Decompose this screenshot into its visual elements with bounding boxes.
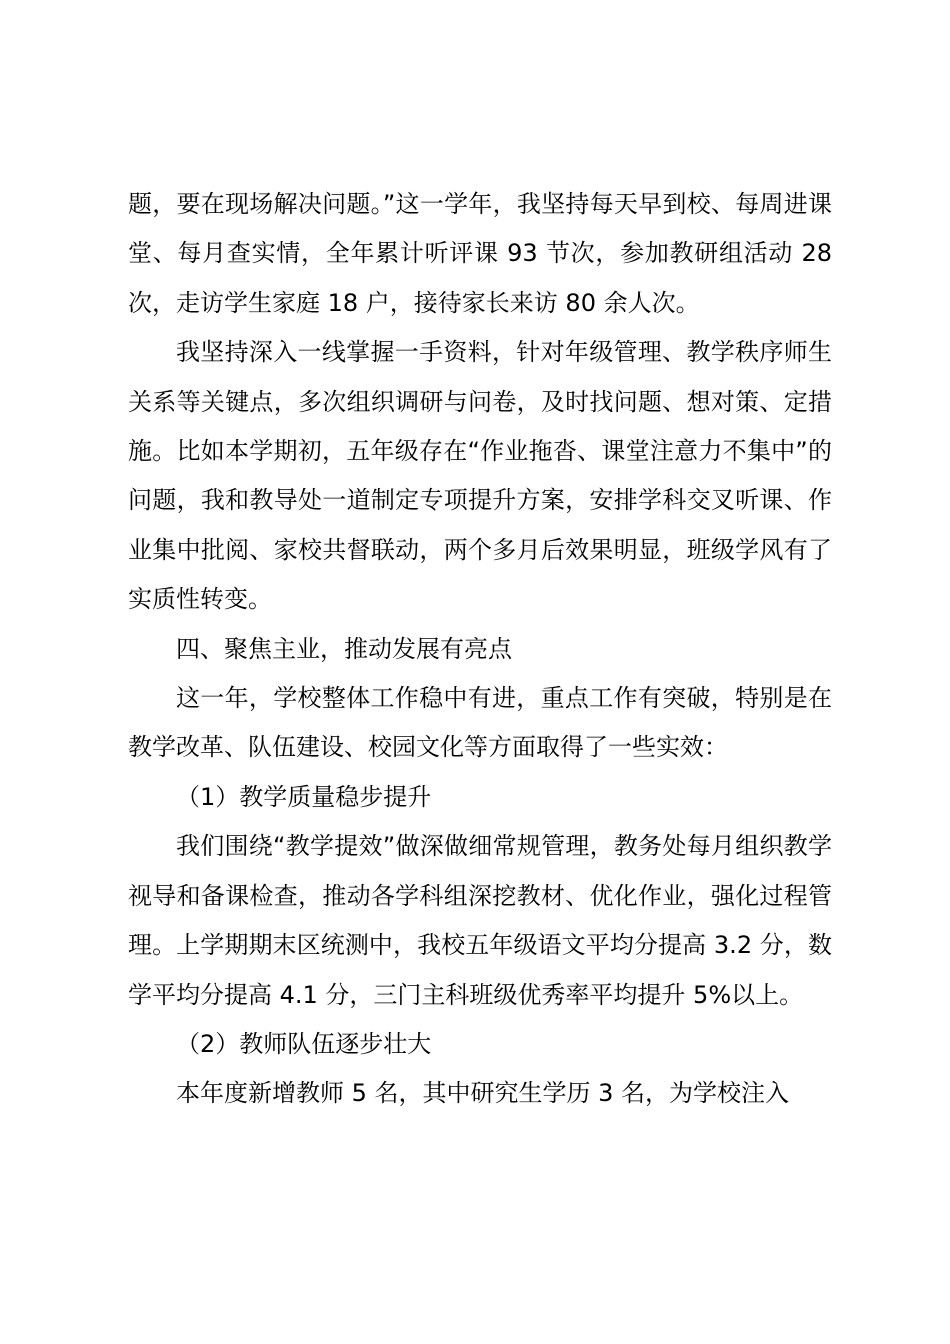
paragraph-body: 我坚持深入一线掌握一手资料，针对年级管理、教学秩序师生关系等关键点，多次组织调研与问卷，及时找问题、想对策、定措施。比如本学期初，五年级存在“作业拖沓、课堂注意力不集中”的问题，我和教导处一道制定专项提升方案，安排学科交叉听课、作业集中批阅、家校共督联动，两个多月后效果明显，班级学风有了实质性转变。 (128, 338, 832, 614)
paragraph-continuation: 题，要在现场解决问题。”这一学年，我坚持每天早到校、每周进课堂、每月查实情，全年累计听评课 93 节次，参加教研组活动 28 次，走访学生家庭 18 户，接待家长来访 80 余人次。 (128, 190, 832, 317)
section-heading: 四、聚焦主业，推动发展有亮点 (176, 634, 512, 663)
paragraph-body: 本年度新增教师 5 名，其中研究生学历 3 名，为学校注入 (176, 1079, 790, 1108)
sub-heading: （1）教学质量稳步提升 (176, 782, 432, 811)
document-body (128, 180, 832, 1119)
paragraph-body: 我们围绕“教学提效”做深做细常规管理，教务处每月组织教学视导和备课检查，推动各学科组深挖教材、优化作业，强化过程管理。上学期期末区统测中，我校五年级语文平均分提高 3.2 分，数学平均分提高 4.1 分，三门主科班级优秀率平均提升 5%以上。 (128, 832, 832, 1009)
paragraph-body: 这一年，学校整体工作稳中有进，重点工作有突破，特别是在教学改革、队伍建设、校园文化等方面取得了一些实效： (128, 684, 832, 762)
sub-heading: （2）教师队伍逐步壮大 (176, 1029, 432, 1058)
